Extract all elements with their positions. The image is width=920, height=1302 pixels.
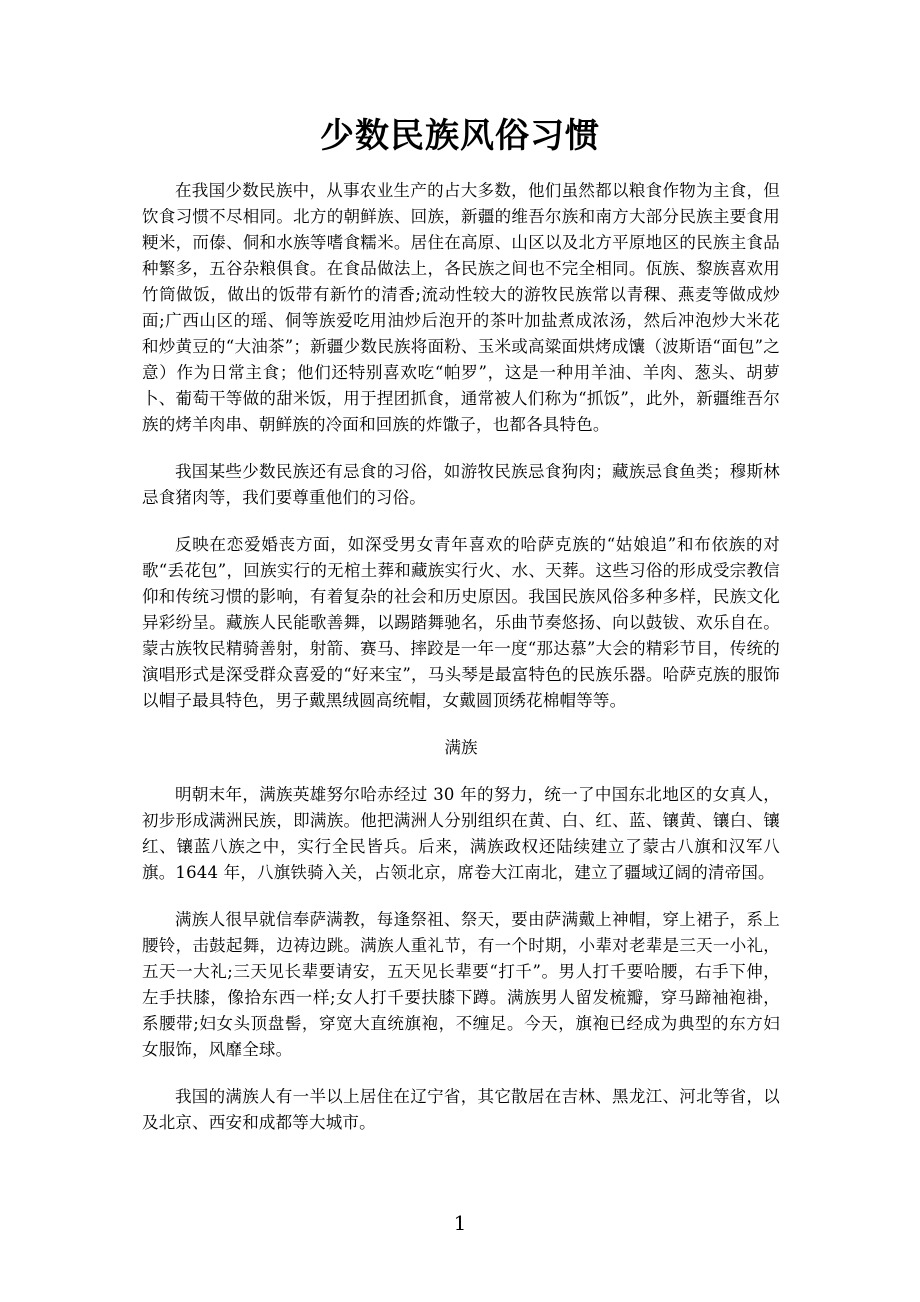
section-heading-manchu: 满族 (444, 738, 478, 757)
paragraph-food-taboos: 我国某些少数民族还有忌食的习俗，如游牧民族忌食狗肉；藏族忌食鱼类；穆斯林忌食猪肉等，我们要尊重他们的习俗。 (142, 462, 780, 507)
paragraph-manchu-customs: 满族人很早就信奉萨满教，每逢祭祖、祭天，要由萨满戴上神帽，穿上裙子，系上腰铃，击鼓起舞，边祷边跳。满族人重礼节，有一个时期，小辈对老辈是三天一小礼，五天一大礼;三天见长辈要请安，五天见长辈要“打千”。男人打千要哈腰，右手下伸，左手扶膝，像拾东西一样;女人打千要扶膝下蹲。满族男人留发梳瓣，穿马蹄袖袍褂，系腰带;妇女头顶盘髻，穿宽大直统旗袍，不缠足。今天，旗袍已经成为典型的东方妇女服饰，风靡全球。 (142, 910, 780, 1059)
document-body (142, 178, 780, 1157)
paragraph-customs-culture: 反映在恋爱婚丧方面，如深受男女青年喜欢的哈萨克族的“姑娘追”和布依族的对歌“丢花包”，回族实行的无棺土葬和藏族实行火、水、天葬。这些习俗的形成受宗教信仰和传统习惯的影响，有着复杂的社会和历史原因。我国民族风俗多种多样，民族文化异彩纷呈。藏族人民能歌善舞，以踢踏舞驰名，乐曲节奏悠扬、向以鼓钹、欢乐自在。蒙古族牧民精骑善射，射箭、赛马、摔跤是一年一度“那达慕”大会的精彩节目，传统的演唱形式是深受群众喜爱的“好来宝”，马头琴是最富特色的民族乐器。哈萨克族的服饰以帽子最具特色，男子戴黑绒圆高统帽，女戴圆顶绣花棉帽等等。 (142, 535, 780, 710)
page-title: 少数民族风俗习惯 (320, 116, 600, 156)
paragraph-diet: 在我国少数民族中，从事农业生产的占大多数，他们虽然都以粮食作物为主食，但饮食习惯不尽相同。北方的朝鲜族、回族，新疆的维吾尔族和南方大部分民族主要食用粳米，而傣、侗和水族等嗜食糯米。居住在高原、山区以及北方平原地区的民族主食品种繁多，五谷杂粮俱食。在食品做法上，各民族之间也不完全相同。佤族、黎族喜欢用竹筒做饭，做出的饭带有新竹的清香;流动性较大的游牧民族常以青稞、燕麦等做成炒面;广西山区的瑶、侗等族爱吃用油炒后泡开的茶叶加盐煮成浓汤，然后冲泡炒大米花和炒黄豆的“大油茶”；新疆少数民族将面粉、玉米或高粱面烘烤成馕（波斯语“面包”之意）作为日常主食；他们还特别喜欢吃“帕罗”，这是一种用羊油、羊肉、葱头、胡萝卜、葡萄干等做的甜米饭，用于捏团抓食，通常被人们称为“抓饭”，此外，新疆维吾尔族的烤羊肉串、朝鲜族的冷面和回族的炸馓子，也都各具特色。 (142, 181, 780, 434)
page-number: 1 (453, 1211, 467, 1235)
paragraph-manchu-history: 明朝末年，满族英雄努尔哈赤经过 30 年的努力，统一了中国东北地区的女真人，初步形成满洲民族，即满族。他把满洲人分别组织在黄、白、红、蓝、镶黄、镶白、镶红、镶蓝八族之中，实行全民皆兵。后来，满族政权还陆续建立了蒙古八旗和汉军八旗。1644 年，八旗铁骑入关，占领北京，席卷大江南北，建立了疆域辽阔的清帝国。 (142, 785, 780, 882)
paragraph-manchu-distribution: 我国的满族人有一半以上居住在辽宁省，其它散居在吉林、黑龙江、河北等省，以及北京、西安和成都等大城市。 (142, 1087, 780, 1132)
